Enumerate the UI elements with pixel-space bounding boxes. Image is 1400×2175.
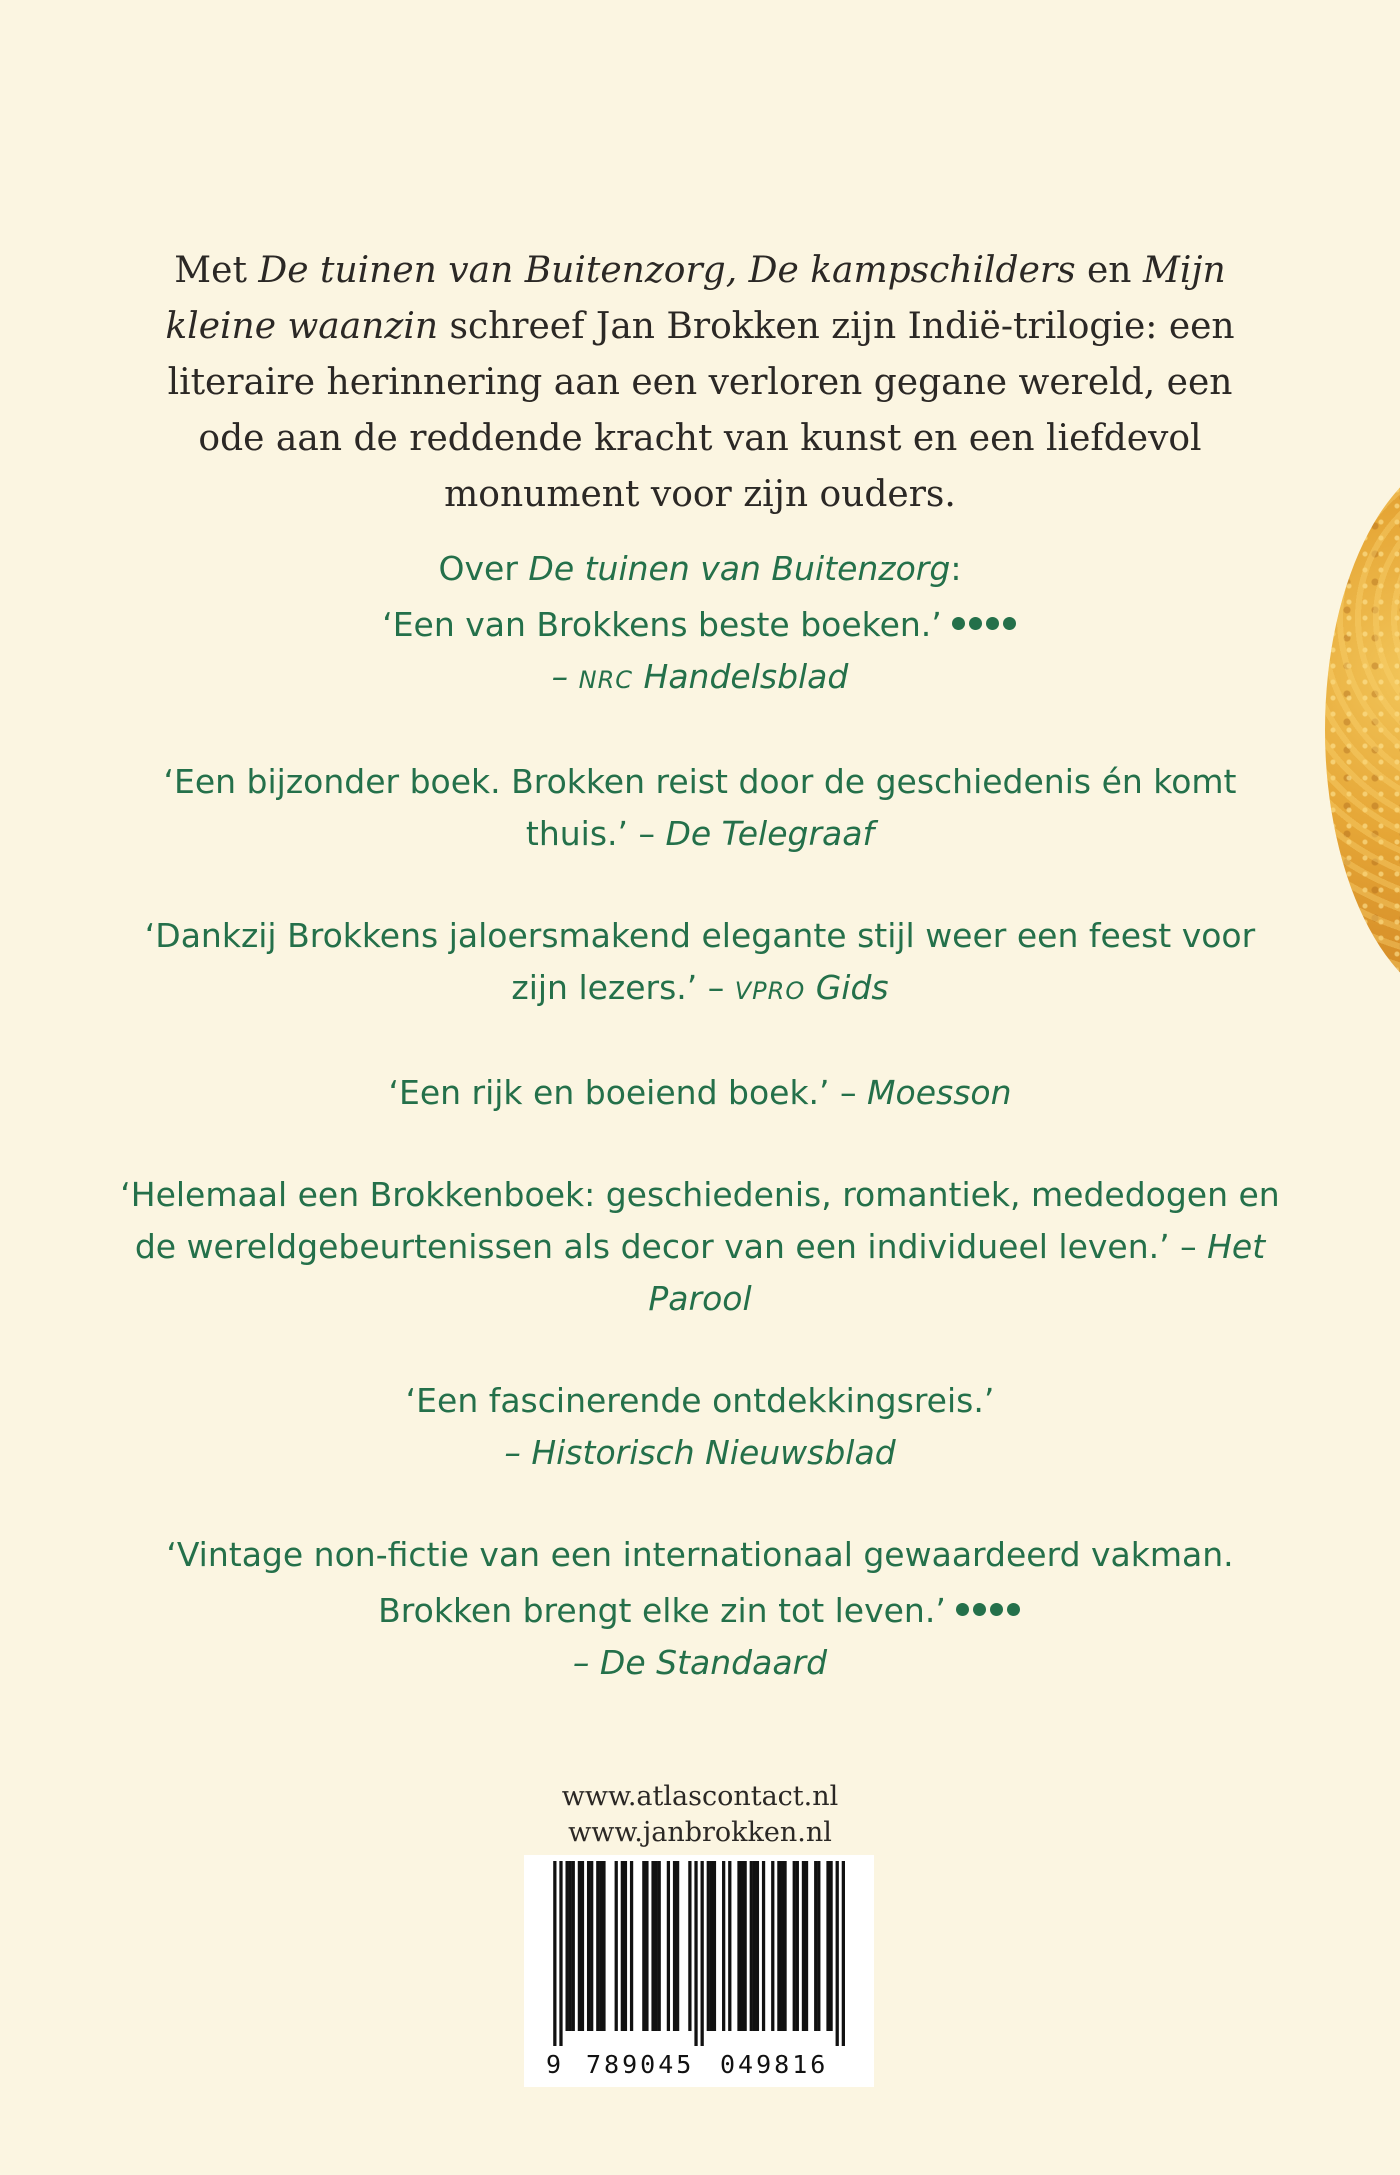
quote-source-dash: – bbox=[504, 1433, 532, 1472]
review-quote bbox=[120, 1375, 1280, 1479]
barcode-bar bbox=[599, 1861, 602, 2031]
quote-text: ‘Een bijzonder boek. Brokken reist door de geschiedenis én komt thuis.’ – bbox=[163, 762, 1237, 853]
quote-source: Historisch Nieuwsblad bbox=[531, 1433, 896, 1472]
barcode-bar bbox=[842, 1861, 845, 2046]
barcode-bar bbox=[783, 1861, 786, 2031]
barcode-bar bbox=[572, 1861, 575, 2031]
barcode-bar bbox=[596, 1861, 599, 2031]
barcode-bar bbox=[559, 1861, 562, 2046]
barcode-bar bbox=[590, 1861, 593, 2031]
rating-dots bbox=[954, 1581, 1022, 1633]
barcode-bar bbox=[753, 1861, 756, 2031]
barcode-bar bbox=[587, 1861, 590, 2031]
rating-dot bbox=[956, 1603, 969, 1616]
barcode-bar bbox=[645, 1861, 648, 2031]
intro-text bbox=[737, 250, 748, 291]
publisher-urls bbox=[480, 1779, 920, 1851]
rating-dot bbox=[990, 1603, 1003, 1616]
rating-dot bbox=[986, 617, 999, 630]
quote-source: De Telegraaf bbox=[665, 814, 875, 853]
quote-text: ‘Vintage non-fictie van een internationaal gewaardeerd vakman. Brokken brengt elke zin tot leven.’ bbox=[166, 1535, 1234, 1630]
barcode-bar bbox=[722, 1861, 725, 2031]
barcode-bar bbox=[694, 1861, 697, 2046]
barcode-bar bbox=[802, 1861, 805, 2031]
barcode-bar bbox=[707, 1861, 710, 2031]
quote-source: Gids bbox=[805, 968, 889, 1007]
intro-text: schreef Jan Brokken zijn Indië-trilogie: een literaire herinnering aan een verloren gegane wereld, een ode aan de reddende kracht van kunst en een liefdevol monument voor zijn ouders. bbox=[167, 306, 1235, 515]
quote-source-abbr: NRC bbox=[578, 666, 634, 694]
barcode-bar bbox=[805, 1861, 808, 2031]
barcode-bar bbox=[762, 1861, 765, 2031]
intro-text: en bbox=[1075, 250, 1143, 291]
barcode-bar bbox=[771, 1861, 774, 2031]
quote-prefix: Over bbox=[438, 549, 529, 588]
review-quote bbox=[120, 543, 1280, 706]
review-quote bbox=[120, 756, 1280, 860]
barcode-bar bbox=[817, 1861, 820, 2031]
barcode-bar bbox=[673, 1861, 676, 2031]
quote-source-abbr: VPRO bbox=[734, 977, 806, 1005]
barcode-bar bbox=[565, 1861, 568, 2031]
barcode-bar bbox=[655, 1861, 658, 2031]
rating-dots bbox=[950, 595, 1018, 647]
barcode-bar bbox=[793, 1861, 796, 2031]
barcode-bar bbox=[737, 1861, 740, 2031]
barcode-bar bbox=[710, 1861, 713, 2031]
intro-title-1: De tuinen van Buitenzorg, bbox=[258, 250, 738, 291]
barcode-bar bbox=[728, 1861, 731, 2031]
decorative-pattern-disc bbox=[1325, 450, 1400, 1010]
barcode-bar bbox=[667, 1861, 670, 2031]
quote-text: ‘Helemaal een Brokkenboek: geschiedenis, romantiek, mededogen en de wereldgebeurtenissen als decor van een individueel leven.’ – bbox=[120, 1175, 1280, 1266]
quote-source-dash: – bbox=[551, 657, 579, 696]
quote-source: Handelsblad bbox=[633, 657, 849, 696]
barcode-bar bbox=[796, 1861, 799, 2031]
barcode-bar bbox=[676, 1861, 679, 2031]
barcode-bar bbox=[756, 1861, 759, 2031]
barcode-bar bbox=[602, 1861, 605, 2031]
publisher-url[interactable]: www.atlascontact.nl bbox=[561, 1781, 839, 1812]
barcode-bar bbox=[688, 1861, 691, 2031]
review-quote bbox=[120, 1529, 1280, 1689]
intro-title-3: Mijn kleine waanzin bbox=[165, 250, 1226, 347]
barcode-bars bbox=[544, 1861, 854, 2046]
barcode-bar bbox=[744, 1861, 747, 2031]
barcode-bar bbox=[750, 1861, 753, 2031]
review-quote bbox=[120, 1169, 1280, 1325]
barcode-bar bbox=[553, 1861, 556, 2046]
isbn-digit-prefix: 9 bbox=[546, 2050, 562, 2079]
isbn-digits-right: 049816 bbox=[720, 2050, 829, 2079]
barcode-bar bbox=[814, 1861, 817, 2031]
quote-source: Het Parool bbox=[648, 1227, 1266, 1318]
barcode-bar bbox=[780, 1861, 783, 2031]
barcode-bar bbox=[651, 1861, 654, 2031]
review-quotes bbox=[120, 543, 1280, 1739]
barcode-bar bbox=[624, 1861, 627, 2031]
quote-prefix: : bbox=[950, 549, 962, 588]
quote-text: ‘Dankzij Brokkens jaloersmakend elegante stijl weer een feest voor zijn lezers.’ – bbox=[144, 916, 1256, 1007]
barcode-bar bbox=[615, 1861, 618, 2031]
barcode-bar bbox=[829, 1861, 832, 2031]
barcode-bar bbox=[578, 1861, 581, 2031]
rating-dot bbox=[1003, 617, 1016, 630]
quote-source: De Standaard bbox=[599, 1643, 828, 1682]
isbn-barcode bbox=[524, 1855, 874, 2087]
barcode-bar bbox=[701, 1861, 704, 2046]
quote-book-title: De tuinen van Buitenzorg bbox=[528, 549, 951, 588]
intro-title-2: De kampschilders bbox=[748, 250, 1076, 291]
barcode-bar bbox=[621, 1861, 624, 2031]
rating-dot bbox=[973, 1603, 986, 1616]
barcode-bar bbox=[658, 1861, 661, 2031]
quote-source-dash: – bbox=[572, 1643, 600, 1682]
quote-source: Moesson bbox=[867, 1073, 1012, 1112]
barcode-bar bbox=[713, 1861, 716, 2031]
barcode-bar bbox=[777, 1861, 780, 2031]
barcode-bar bbox=[581, 1861, 584, 2031]
author-url[interactable]: www.janbrokken.nl bbox=[568, 1817, 832, 1848]
rating-dot bbox=[952, 617, 965, 630]
intro-paragraph bbox=[150, 243, 1250, 523]
quote-text: ‘Een van Brokkens beste boeken.’ bbox=[382, 605, 942, 644]
rating-dot bbox=[969, 617, 982, 630]
quote-text: ‘Een rijk en boeiend boek.’ – bbox=[388, 1073, 868, 1112]
barcode-bar bbox=[740, 1861, 743, 2031]
barcode-bar bbox=[826, 1861, 829, 2031]
intro-text: Met bbox=[174, 250, 259, 291]
quote-text: ‘Een fascinerende ontdekkingsreis.’ bbox=[405, 1381, 995, 1420]
barcode-bar bbox=[630, 1861, 633, 2031]
review-quote bbox=[120, 1067, 1280, 1119]
rating-dot bbox=[1007, 1603, 1020, 1616]
review-quote bbox=[120, 910, 1280, 1017]
barcode-bar bbox=[836, 1861, 839, 2046]
isbn-digits-left: 789045 bbox=[586, 2050, 695, 2079]
barcode-bar bbox=[642, 1861, 645, 2031]
barcode-bar bbox=[569, 1861, 572, 2031]
